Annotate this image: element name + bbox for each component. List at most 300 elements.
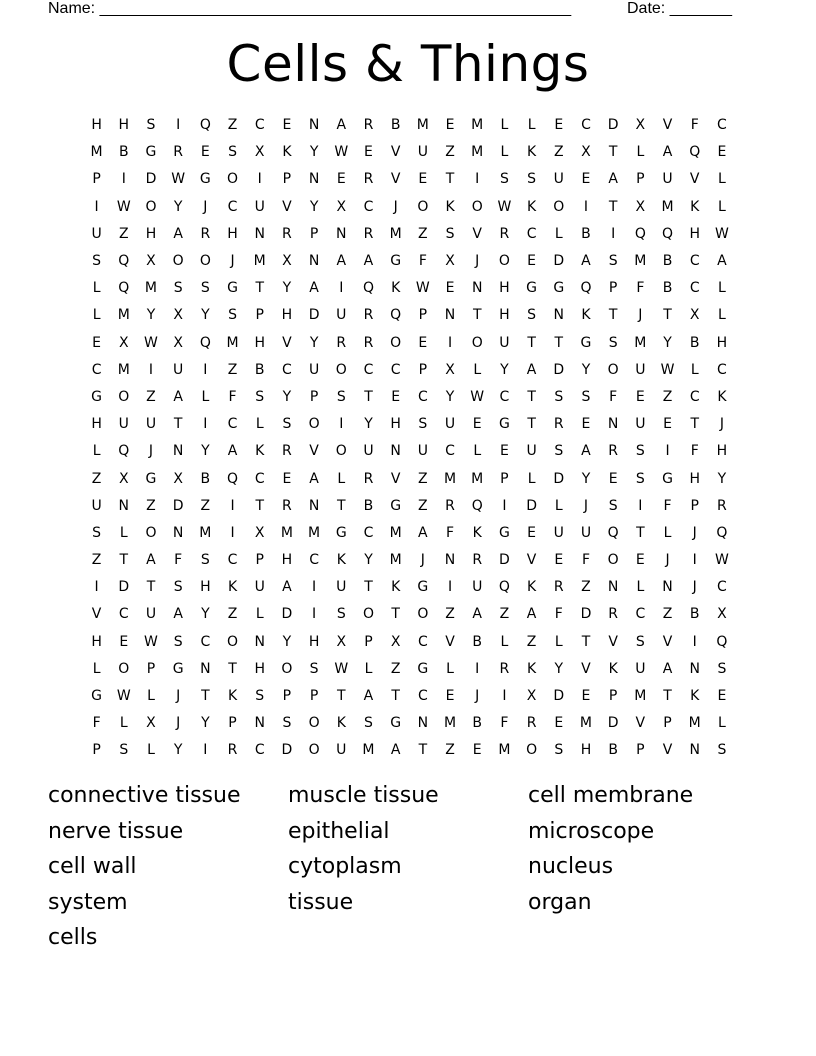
grid-letter: M — [498, 742, 511, 759]
grid-letter: I — [121, 171, 126, 188]
grid-letter: A — [608, 171, 618, 188]
grid-letter: A — [581, 253, 591, 270]
grid-letter: K — [227, 579, 238, 596]
grid-letter: C — [717, 361, 727, 378]
grid-letter: H — [716, 443, 728, 460]
grid-letter: Q — [471, 497, 483, 514]
grid-letter: M — [471, 144, 484, 161]
grid-letter: Q — [580, 280, 592, 297]
grid-letter: B — [254, 361, 265, 378]
grid-letter: E — [336, 171, 346, 188]
grid-letter: C — [363, 361, 374, 378]
grid-letter: Z — [662, 388, 673, 405]
grid-letter: L — [554, 633, 563, 650]
grid-letter: S — [309, 660, 319, 677]
grid-letter: S — [581, 388, 591, 405]
grid-letter: W — [334, 144, 349, 161]
grid-letter: L — [718, 171, 726, 188]
grid-letter: A — [363, 253, 374, 270]
grid-letter: G — [390, 253, 402, 270]
grid-letter: B — [118, 144, 129, 161]
grid-letter: V — [282, 334, 292, 351]
grid-letter: A — [173, 606, 183, 623]
grid-letter: B — [689, 606, 700, 623]
grid-letter: K — [527, 144, 537, 161]
grid-row — [83, 520, 735, 547]
grid-letter: L — [92, 280, 101, 297]
grid-letter: L — [500, 144, 509, 161]
word-list-item: cell membrane — [528, 783, 694, 808]
grid-letter: U — [444, 416, 456, 433]
grid-row — [83, 139, 735, 166]
grid-letter: T — [581, 633, 591, 650]
grid-letter: E — [527, 524, 537, 541]
grid-letter: C — [363, 198, 374, 215]
grid-letter: B — [689, 334, 700, 351]
grid-letter: D — [499, 552, 510, 569]
grid-letter: L — [718, 280, 726, 297]
grid-letter: D — [526, 497, 537, 514]
grid-letter: V — [635, 715, 646, 732]
grid-letter: E — [472, 742, 482, 759]
grid-letter: S — [717, 742, 727, 759]
grid-letter: H — [281, 307, 293, 324]
grid-letter: E — [635, 552, 645, 569]
grid-letter: Y — [581, 361, 591, 378]
grid-letter: A — [662, 660, 673, 677]
grid-letter: B — [363, 497, 374, 514]
grid-letter: Z — [227, 361, 238, 378]
grid-letter: H — [281, 552, 293, 569]
grid-letter: I — [447, 579, 453, 596]
grid-letter: E — [554, 715, 564, 732]
grid-letter: O — [199, 253, 211, 270]
grid-letter: E — [418, 334, 428, 351]
grid-letter: P — [500, 470, 509, 487]
grid-letter: R — [282, 497, 292, 514]
grid-letter: M — [117, 361, 130, 378]
grid-letter: R — [336, 334, 347, 351]
grid-letter: E — [581, 416, 591, 433]
grid-letter: I — [475, 660, 480, 677]
grid-letter: S — [717, 660, 727, 677]
grid-letter: G — [390, 715, 402, 732]
grid-letter: U — [635, 660, 646, 677]
grid-letter: T — [391, 688, 400, 705]
grid-letter: I — [339, 416, 344, 433]
grid-row — [83, 411, 735, 438]
grid-letter: U — [254, 198, 265, 215]
grid-letter: P — [690, 497, 699, 514]
grid-letter: V — [390, 470, 401, 487]
grid-letter: U — [526, 443, 537, 460]
grid-letter: N — [607, 416, 619, 433]
grid-letter: C — [689, 253, 700, 270]
grid-letter: K — [527, 579, 537, 596]
grid-letter: P — [92, 171, 101, 188]
grid-letter: C — [91, 361, 102, 378]
grid-letter: M — [416, 117, 429, 134]
grid-letter: G — [417, 579, 429, 596]
grid-letter: S — [445, 225, 455, 242]
grid-letter: P — [636, 171, 645, 188]
grid-letter: B — [581, 225, 591, 242]
grid-letter: I — [94, 198, 99, 215]
grid-letter: H — [689, 225, 700, 242]
grid-letter: H — [145, 225, 157, 242]
grid-letter: E — [717, 688, 727, 705]
grid-letter: W — [660, 361, 675, 378]
grid-letter: R — [553, 579, 564, 596]
grid-letter: G — [145, 144, 157, 161]
grid-letter: U — [553, 171, 564, 188]
grid-letter: H — [118, 117, 130, 134]
grid-letter: Z — [445, 606, 455, 623]
word-list-item: cell wall — [48, 854, 137, 880]
grid-letter: T — [663, 688, 672, 705]
grid-letter: W — [144, 633, 158, 650]
grid-letter: F — [554, 606, 563, 623]
grid-letter: U — [254, 579, 265, 596]
grid-letter: T — [119, 552, 129, 569]
grid-letter: Q — [662, 225, 674, 242]
grid-letter: N — [200, 660, 211, 677]
grid-row — [83, 248, 735, 275]
grid-letter: M — [634, 334, 647, 351]
grid-letter: Y — [309, 334, 319, 351]
grid-letter: H — [499, 307, 510, 324]
grid-letter: A — [717, 253, 727, 270]
grid-letter: L — [636, 579, 645, 596]
grid-letter: U — [417, 144, 428, 161]
grid-letter: F — [446, 524, 455, 541]
grid-row — [83, 710, 735, 737]
grid-letter: S — [282, 416, 292, 433]
grid-letter: N — [172, 524, 184, 541]
grid-letter: G — [335, 524, 347, 541]
grid-letter: Q — [607, 524, 619, 541]
grid-letter: O — [227, 171, 239, 188]
grid-letter: L — [527, 117, 536, 134]
grid-letter: C — [717, 117, 727, 134]
grid-letter: V — [472, 225, 482, 242]
grid-letter: U — [173, 361, 184, 378]
grid-letter: C — [390, 361, 401, 378]
grid-letter: N — [308, 171, 320, 188]
grid-letter: R — [363, 225, 374, 242]
grid-letter: D — [553, 688, 565, 705]
grid-letter: R — [608, 443, 619, 460]
grid-letter: L — [527, 470, 536, 487]
grid-letter: T — [255, 280, 264, 297]
grid-letter: S — [336, 388, 346, 405]
grid-letter: A — [282, 579, 292, 596]
grid-letter: R — [363, 307, 374, 324]
grid-letter: Q — [716, 524, 728, 541]
grid-letter: D — [553, 470, 565, 487]
grid-letter: O — [308, 742, 320, 759]
grid-letter: N — [689, 660, 700, 677]
grid-letter: F — [690, 443, 699, 460]
grid-letter: I — [312, 579, 317, 596]
grid-letter: I — [203, 416, 208, 433]
grid-row — [83, 737, 735, 764]
grid-row — [83, 194, 735, 221]
date-field-line: Date: _______ — [627, 0, 732, 17]
grid-letter: B — [390, 117, 401, 134]
grid-letter: E — [418, 171, 428, 188]
grid-letter: M — [471, 117, 484, 134]
grid-letter: L — [92, 307, 101, 324]
grid-letter: M — [634, 253, 647, 270]
grid-letter: C — [254, 742, 265, 759]
page-title: Cells & Things — [226, 35, 590, 93]
grid-letter: N — [553, 307, 565, 324]
grid-letter: X — [445, 253, 455, 270]
grid-letter: O — [417, 606, 429, 623]
grid-letter: X — [173, 470, 183, 487]
grid-letter: A — [390, 742, 401, 759]
grid-letter: G — [662, 470, 673, 487]
grid-letter: G — [91, 388, 103, 405]
grid-letter: P — [228, 715, 237, 732]
grid-letter: B — [472, 633, 483, 650]
grid-letter: H — [200, 579, 211, 596]
grid-letter: R — [363, 470, 374, 487]
grid-letter: N — [172, 443, 184, 460]
grid-letter: J — [583, 497, 589, 514]
grid-letter: G — [580, 334, 592, 351]
grid-letter: T — [608, 307, 618, 324]
grid-letter: K — [336, 552, 346, 569]
grid-letter: C — [417, 388, 428, 405]
grid-letter: W — [144, 334, 158, 351]
grid-letter: F — [690, 117, 699, 134]
grid-letter: O — [118, 388, 130, 405]
grid-letter: M — [661, 198, 674, 215]
grid-letter: L — [636, 144, 645, 161]
grid-letter: F — [228, 388, 237, 405]
grid-letter: S — [608, 497, 618, 514]
grid-letter: O — [471, 198, 483, 215]
grid-letter: Z — [418, 470, 428, 487]
grid-letter: B — [662, 253, 673, 270]
grid-letter: Z — [553, 144, 564, 161]
grid-letter: T — [527, 388, 536, 405]
grid-letter: U — [91, 225, 102, 242]
grid-letter: H — [580, 742, 592, 759]
grid-letter: M — [117, 307, 130, 324]
grid-letter: P — [92, 742, 101, 759]
grid-letter: A — [662, 144, 673, 161]
grid-letter: M — [471, 470, 484, 487]
grid-letter: Y — [309, 144, 319, 161]
grid-letter: C — [717, 579, 727, 596]
grid-letter: X — [173, 307, 183, 324]
grid-letter: E — [581, 688, 591, 705]
grid-letter: Y — [201, 307, 210, 324]
grid-letter: F — [663, 497, 672, 514]
grid-letter: K — [527, 660, 537, 677]
grid-letter: X — [689, 307, 700, 324]
grid-letter: S — [173, 579, 183, 596]
grid-letter: R — [227, 742, 238, 759]
grid-letter: V — [662, 633, 673, 650]
grid-letter: T — [418, 742, 428, 759]
grid-letter: K — [255, 443, 265, 460]
grid-letter: B — [608, 742, 618, 759]
grid-row — [83, 438, 735, 465]
grid-letter: E — [472, 416, 482, 433]
word-list-item: organ — [528, 889, 592, 915]
grid-letter: M — [443, 715, 457, 732]
grid-letter: Y — [364, 416, 373, 433]
grid-letter: P — [418, 307, 428, 324]
grid-letter: S — [635, 470, 645, 487]
grid-letter: Z — [499, 606, 510, 623]
grid-letter: I — [502, 688, 507, 705]
grid-letter: I — [583, 198, 589, 215]
grid-letter: S — [336, 606, 346, 623]
grid-letter: B — [200, 470, 211, 487]
grid-letter: G — [498, 524, 510, 541]
grid-letter: Z — [91, 552, 102, 569]
grid-letter: U — [580, 524, 592, 541]
grid-letter: U — [336, 307, 347, 324]
grid-letter: M — [634, 688, 647, 705]
grid-letter: I — [257, 171, 262, 188]
grid-row — [83, 547, 735, 574]
grid-letter: U — [553, 524, 564, 541]
grid-letter: Z — [418, 225, 428, 242]
grid-letter: U — [472, 579, 483, 596]
grid-letter: Q — [118, 280, 130, 297]
grid-letter: C — [227, 552, 238, 569]
grid-letter: W — [497, 198, 512, 215]
grid-letter: Q — [118, 253, 130, 270]
grid-letter: S — [255, 388, 265, 405]
grid-letter: C — [227, 416, 238, 433]
grid-letter: L — [364, 660, 373, 677]
grid-letter: O — [335, 443, 347, 460]
grid-letter: T — [608, 144, 618, 161]
grid-letter: T — [391, 606, 400, 623]
grid-letter: O — [390, 334, 402, 351]
grid-letter: P — [309, 225, 319, 242]
grid-row — [83, 357, 735, 384]
grid-letter: N — [390, 443, 401, 460]
grid-letter: U — [336, 742, 347, 759]
grid-letter: X — [118, 470, 129, 487]
grid-letter: P — [608, 688, 618, 705]
grid-letter: T — [337, 497, 346, 514]
grid-letter: C — [282, 361, 292, 378]
grid-letter: E — [581, 171, 591, 188]
grid-letter: L — [255, 606, 264, 623]
grid-letter: T — [636, 524, 645, 541]
grid-letter: S — [499, 171, 509, 188]
grid-letter: Y — [201, 606, 210, 623]
grid-letter: N — [689, 742, 700, 759]
grid-letter: E — [554, 117, 564, 134]
word-list-item: nerve tissue — [48, 818, 184, 844]
grid-letter: I — [203, 361, 208, 378]
grid-letter: H — [227, 225, 238, 242]
grid-letter: R — [526, 715, 537, 732]
grid-letter: F — [92, 715, 101, 732]
grid-letter: C — [417, 633, 428, 650]
grid-letter: G — [390, 497, 402, 514]
grid-letter: A — [173, 225, 183, 242]
grid-letter: I — [176, 117, 181, 134]
grid-letter: Z — [445, 144, 455, 161]
grid-letter: O — [281, 660, 293, 677]
grid-letter: F — [174, 552, 183, 569]
grid-letter: T — [608, 198, 618, 215]
grid-letter: F — [581, 552, 590, 569]
grid-letter: K — [690, 198, 700, 215]
grid-letter: H — [308, 633, 320, 650]
grid-row — [83, 629, 735, 656]
grid-letter: V — [662, 742, 673, 759]
grid-letter: X — [635, 198, 646, 215]
grid-letter: Q — [118, 443, 130, 460]
grid-letter: P — [282, 688, 292, 705]
grid-letter: O — [471, 334, 483, 351]
grid-letter: C — [635, 606, 646, 623]
grid-letter: Y — [554, 660, 564, 677]
grid-letter: L — [446, 660, 454, 677]
grid-letter: O — [308, 416, 320, 433]
grid-letter: N — [662, 579, 673, 596]
grid-letter: M — [308, 524, 321, 541]
grid-letter: G — [172, 660, 184, 677]
grid-letter: E — [92, 334, 102, 351]
grid-letter: L — [92, 443, 101, 460]
grid-letter: J — [638, 307, 643, 324]
grid-letter: M — [389, 524, 402, 541]
grid-letter: T — [690, 416, 699, 433]
grid-row — [83, 221, 735, 248]
grid-letter: C — [118, 606, 129, 623]
grid-letter: H — [390, 416, 401, 433]
grid-letter: U — [308, 361, 320, 378]
grid-letter: O — [607, 361, 619, 378]
grid-letter: C — [254, 117, 265, 134]
grid-letter: T — [364, 579, 373, 596]
grid-letter: E — [391, 388, 401, 405]
grid-letter: I — [611, 225, 616, 242]
grid-letter: S — [255, 688, 265, 705]
grid-letter: C — [499, 388, 510, 405]
grid-letter: X — [118, 334, 129, 351]
grid-letter: D — [118, 579, 130, 596]
grid-letter: N — [254, 225, 265, 242]
grid-letter: E — [663, 416, 672, 433]
grid-letter: J — [393, 198, 398, 215]
grid-letter: T — [663, 307, 672, 324]
grid-row — [83, 601, 735, 628]
grid-letter: N — [444, 552, 456, 569]
grid-letter: E — [282, 117, 292, 134]
grid-letter: T — [527, 416, 536, 433]
grid-letter: C — [227, 198, 238, 215]
grid-letter: L — [201, 388, 210, 405]
grid-letter: Q — [199, 334, 211, 351]
grid-letter: C — [254, 470, 265, 487]
grid-letter: Q — [498, 579, 510, 596]
grid-letter: P — [255, 552, 264, 569]
